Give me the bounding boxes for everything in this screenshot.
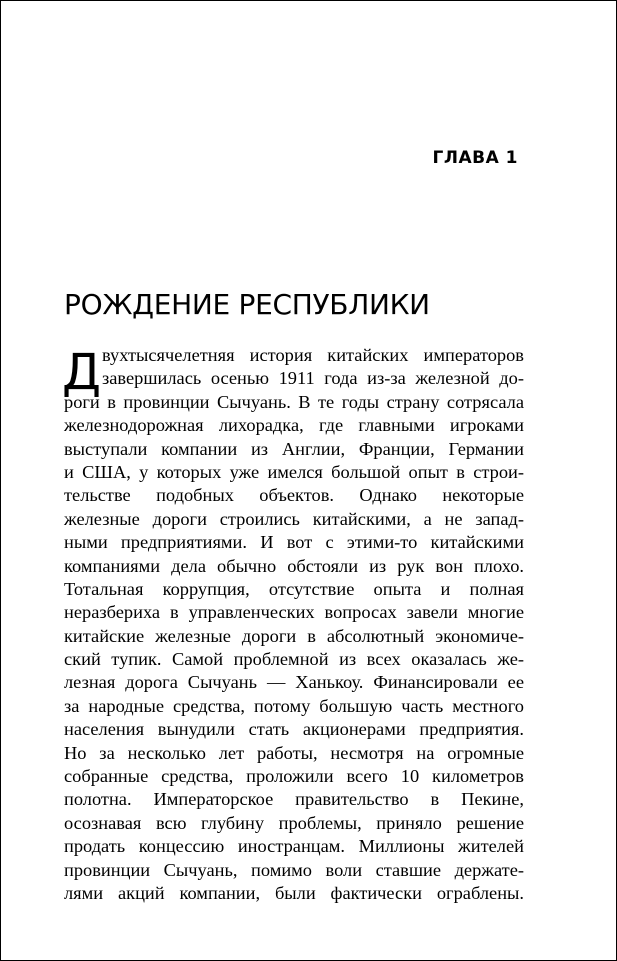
- text-line: полотна. Императорское правительство в Пекине,: [64, 789, 524, 810]
- text-line: осознавая всю глубину проблемы, приняло решение: [64, 812, 524, 833]
- text-line: продать концессию иностранцам. Миллионы жителей: [64, 836, 524, 857]
- text-line: провинции Сычуань, помимо воли ставшие держате-: [64, 859, 524, 880]
- text-line: ными предприятиями. И вот с этими-то китайскими: [64, 532, 524, 553]
- text-line: завершилась осенью 1911 года из-за железной до-: [102, 368, 524, 389]
- text-line: роги в провинции Сычуань. В те годы страну сотрясала: [64, 391, 524, 412]
- drop-cap: Д: [62, 343, 102, 401]
- text-line: за народные средства, потому большую часть местного: [64, 695, 524, 716]
- text-line: Но за несколько лет работы, несмотря на огромные: [64, 742, 524, 763]
- text-line: китайские железные дороги в абсолютный экономиче-: [64, 625, 524, 646]
- text-line: собранные средства, проложили всего 10 километров: [64, 766, 524, 787]
- text-line: лями акций компании, были фактически ограблены.: [64, 882, 524, 903]
- text-line: тельстве подобных объектов. Однако некоторые: [64, 485, 524, 506]
- text-line: неразбериха в управленческих вопросах завели многие: [64, 602, 524, 623]
- text-line: Тотальная коррупция, отсутствие опыта и полная: [64, 578, 524, 599]
- text-line: населения вынудили стать акционерами предприятия.: [64, 719, 524, 740]
- text-line: ский тупик. Самой проблемной из всех оказалась же-: [64, 649, 524, 670]
- text-line: вухтысячелетняя история китайских императоров: [102, 345, 524, 365]
- body-text: [64, 344, 524, 905]
- text-line: железные дороги строились китайскими, а не запад-: [64, 508, 524, 529]
- text-line: выступали компании из Англии, Франции, Германии: [64, 438, 524, 459]
- text-line: компаниями дела обычно обстояли из рук вон плохо.: [64, 555, 524, 576]
- chapter-label: ГЛАВА 1: [432, 148, 518, 168]
- text-line: железнодорожная лихорадка, где главными игроками: [64, 415, 524, 436]
- chapter-title: РОЖДЕНИЕ РЕСПУБЛИКИ: [64, 288, 430, 321]
- text-line: лезная дорога Сычуань — Ханькоу. Финансировали ее: [64, 672, 524, 693]
- text-line: и США, у которых уже имелся большой опыт в строи-: [64, 461, 524, 482]
